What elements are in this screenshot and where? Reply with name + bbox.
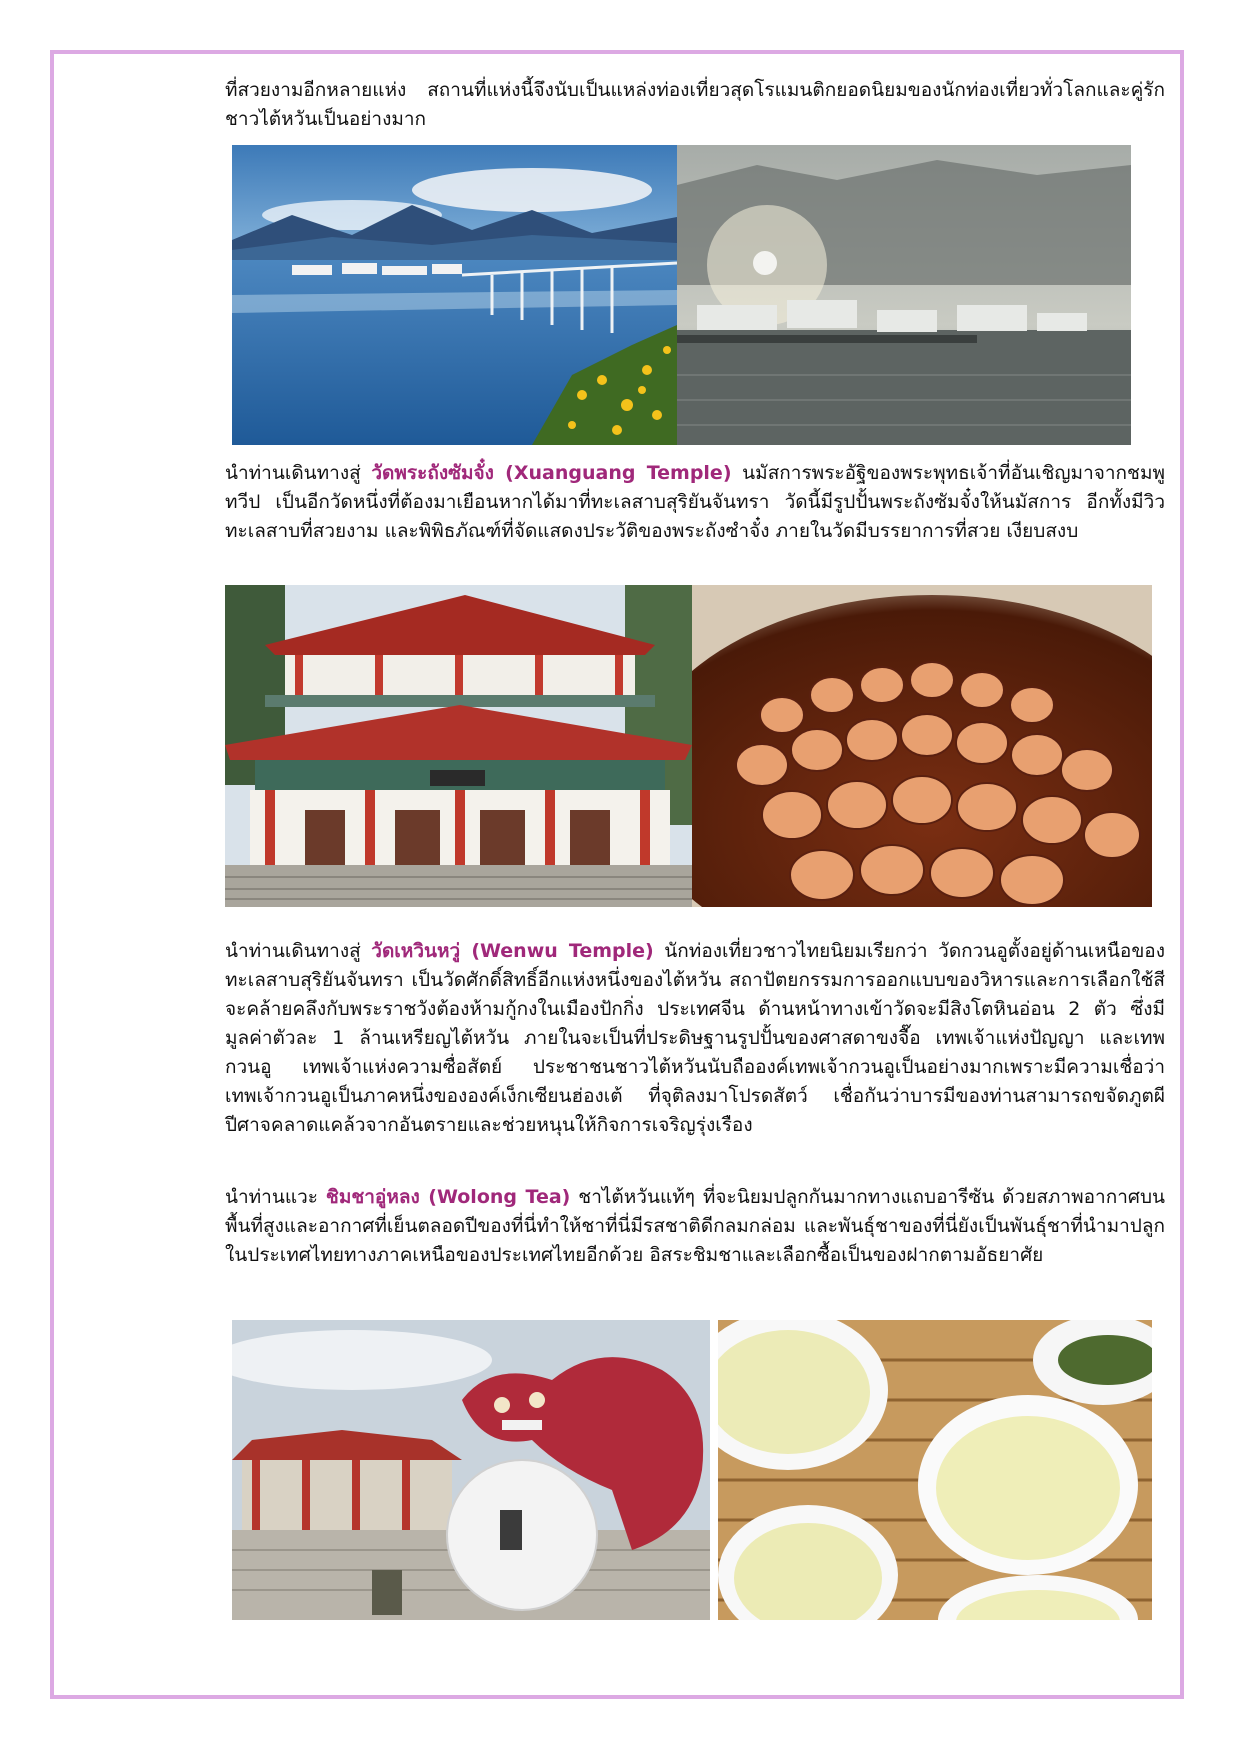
intro-paragraph [225,76,1165,134]
wenwu-temple-name: วัดเหวินหวู่ (Wenwu Temple) [371,940,654,962]
wenwu-lead: นำท่านเดินทางสู่ [225,940,372,962]
wenwu-lion-photo [232,1320,710,1620]
xuanguang-lead: นำท่านเดินทางสู่ [225,462,372,484]
lake-pier-photo [232,145,677,445]
tea-body: ชาไต้หวันแท้ๆ ที่จะนิยมปลูกกันมากทางแถบอารีซัน ด้วยสภาพอากาศบนพื้นที่สูงและอากาศที่เย็นตลอดปีของที่นี่ทำให้ชาที่นี่มีรสชาติดีกลมกล่อม และพันธุ์ชาของที่นี่ยังเป็นพันธุ์ชาที่นำมาปลูกในประเทศไทยทางภาคเหนือของประเทศไทยอีกด้วย อิสระชิมชาและเลือกซื้อเป็นของฝากตามอัธยาศัย [225,1186,1166,1266]
tea-eggs-photo [692,585,1152,907]
tea-paragraph [225,1183,1165,1270]
tea-cups-photo [718,1320,1152,1620]
xuanguang-paragraph [225,459,1165,546]
wolong-tea-name: ชิมชาอู่หลง (Wolong Tea) [325,1186,571,1208]
wenwu-paragraph [225,937,1165,1140]
wenwu-body: นักท่องเที่ยวชาวไทยนิยมเรียกว่า วัดกวนอูตั้งอยู่ด้านเหนือของทะเลสาบสุริยันจันทรา เป็นวัดศักดิ์สิทธิ์อีกแห่งหนึ่งของไต้หวัน สถาปัตยกรรมการออกแบบของวิหารและการเลือกใช้สีจะคล้ายคลึงกับพระราชวังต้องห้ามกู้กงในเมืองปักกิ่ง ประเทศจีน ด้านหน้าทางเข้าวัดจะมีสิงโตหินอ่อน 2 ตัว ซึ่งมีมูลค่าตัวละ 1 ล้านเหรียญไต้หวัน ภายในจะเป็นที่ประดิษฐานรูปปั้นของศาสดาขงจื๊อ เทพเจ้าแห่งปัญญา และเทพกวนอู เทพเจ้าแห่งความซื่อสัตย์ ประชาชนชาวไต้หวันนับถือองค์เทพเจ้ากวนอูเป็นอย่างมากเพราะมีความเชื่อว่าเทพเจ้ากวนอูเป็นภาคหนึ่งขององค์เง็กเซียนฮ่องเต้ ที่จุติลงมาโปรดสัตว์ เชื่อกันว่าบารมีของท่านสามารถขจัดภูตผีปีศาจคลาดแคล้วจากอันตรายและช่วยหนุนให้กิจการเจริญรุ่งเรือง [225,940,1165,1136]
misty-harbor-photo [677,145,1131,445]
xuanguang-temple-name: วัดพระถังซัมจั๋ง (Xuanguang Temple) [371,462,732,484]
xuanguang-temple-photo [225,585,692,907]
tea-lead: นำท่านแวะ [225,1186,326,1208]
intro-text: ที่สวยงามอีกหลายแห่ง สถานที่แห่งนี้จึงนับเป็นแหล่งท่องเที่ยวสุดโรแมนติกยอดนิยมของนักท่องเที่ยวทั่วโลกและคู่รักชาวไต้หวันเป็นอย่างมาก [225,79,1165,130]
xuanguang-body: นมัสการพระอัฐิของพระพุทธเจ้าที่อันเชิญมาจากชมพูทวีป เป็นอีกวัดหนึ่งที่ต้องมาเยือนหากได้มาที่ทะเลสาบสุริยันจันทรา วัดนี้มีรูปปั้นพระถังซัมจั๋งให้นมัสการ อีกทั้งมีวิวทะเลสาบที่สวยงาม และพิพิธภัณฑ์ที่จัดแสดงประวัติของพระถังซำจั๋ง ภายในวัดมีบรรยาการที่สวย เงียบสงบ [225,462,1165,542]
